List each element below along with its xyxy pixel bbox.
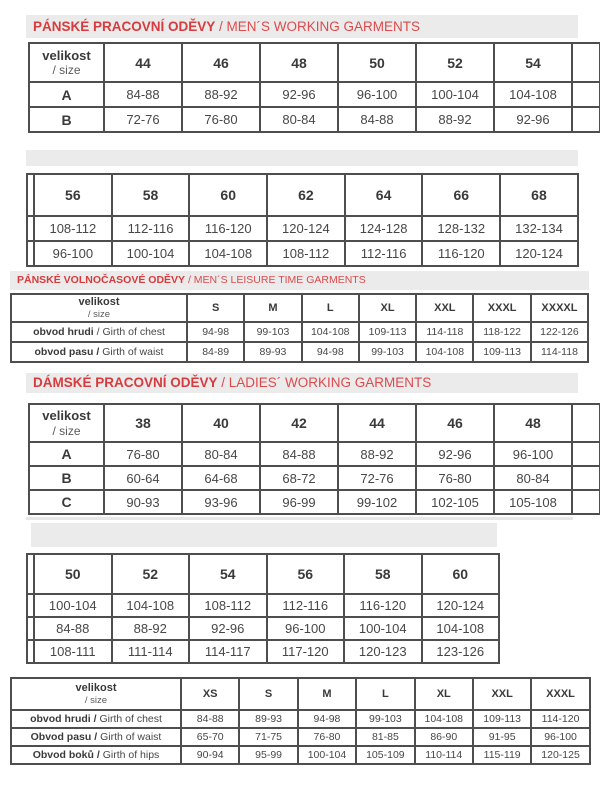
size-col-header: 62 — [267, 174, 345, 216]
section-title-rest: / MEN´S WORKING GARMENTS — [215, 19, 421, 34]
size-col-header: 56 — [34, 174, 112, 216]
size-col-header: 58 — [344, 554, 422, 594]
size-col-header: 58 — [112, 174, 190, 216]
size-col-header: 46 — [182, 43, 260, 82]
section-title-bold: PÁNSKÉ PRACOVNÍ ODĚVY — [33, 19, 216, 34]
corner-velikost-size: velikost / size — [29, 43, 104, 82]
size-col-header: XS — [181, 678, 239, 710]
size-value: 120-124 — [267, 216, 345, 241]
size-value: 114-117 — [189, 640, 267, 663]
cut-column — [572, 442, 600, 466]
size-col-header: 60 — [189, 174, 267, 216]
table-row — [29, 82, 600, 107]
size-value: 114-118 — [531, 342, 588, 362]
size-col-header: 50 — [34, 554, 112, 594]
size-col-header: 64 — [345, 174, 423, 216]
section-title-bold: DÁMSKÉ PRACOVNÍ ODĚVY — [33, 375, 218, 390]
row-label-girth-of-chest: obvod hrudi / Girth of chest — [11, 710, 181, 728]
size-value: 71-75 — [239, 728, 297, 746]
size-value: 84-88 — [104, 82, 182, 107]
size-value: 123-126 — [422, 640, 500, 663]
size-value: 108-112 — [267, 241, 345, 266]
size-value: 104-108 — [416, 342, 473, 362]
size-value: 92-96 — [260, 82, 338, 107]
size-value: 81-85 — [356, 728, 414, 746]
size-value: 84-88 — [34, 617, 112, 640]
size-value: 76-80 — [416, 466, 494, 490]
corner-velikost-size: velikost / size — [11, 678, 181, 710]
size-value: 72-76 — [104, 107, 182, 132]
mens-leisure-table — [10, 293, 589, 363]
size-value: 104-108 — [422, 617, 500, 640]
size-value: 65-70 — [181, 728, 239, 746]
size-value: 76-80 — [104, 442, 182, 466]
size-value: 96-100 — [531, 728, 589, 746]
size-value: 84-88 — [338, 107, 416, 132]
ladies-girth-table — [10, 677, 591, 765]
section-title-bold: PÁNSKÉ VOLNOČASOVÉ ODĚVY — [17, 274, 186, 286]
size-value: 102-105 — [416, 490, 494, 514]
size-value: 80-84 — [260, 107, 338, 132]
cut-column — [572, 43, 600, 82]
size-value: 120-125 — [531, 746, 589, 764]
size-value: 80-84 — [494, 466, 572, 490]
size-value: 89-93 — [244, 342, 301, 362]
size-value: 80-84 — [182, 442, 260, 466]
size-value: 96-100 — [338, 82, 416, 107]
table-row — [29, 442, 600, 466]
size-value: 109-113 — [473, 342, 530, 362]
size-value: 99-102 — [338, 490, 416, 514]
size-col-header: XXL — [416, 294, 473, 322]
size-value: 112-116 — [345, 241, 423, 266]
size-value: 116-120 — [344, 594, 422, 617]
row-label-girth-of-waist: Obvod pasu / Girth of waist — [11, 728, 181, 746]
cut-column — [27, 594, 34, 617]
size-value: 111-114 — [112, 640, 190, 663]
size-col-header: XXXXL — [531, 294, 588, 322]
size-value: 104-108 — [112, 594, 190, 617]
size-col-header: L — [356, 678, 414, 710]
size-value: 89-93 — [239, 710, 297, 728]
mens-working-table-1 — [28, 42, 600, 133]
size-value: 93-96 — [182, 490, 260, 514]
size-value: 84-88 — [260, 442, 338, 466]
size-value: 94-98 — [298, 710, 356, 728]
size-col-header: XXL — [473, 678, 531, 710]
row-label-girth-of-waist: obvod pasu / Girth of waist — [11, 342, 187, 362]
size-value: 104-108 — [415, 710, 473, 728]
size-value: 99-103 — [359, 342, 416, 362]
table-row — [27, 241, 578, 266]
row-label-girth-of-hips: Obvod boků / Girth of hips — [11, 746, 181, 764]
size-col-header: 52 — [416, 43, 494, 82]
size-value: 100-104 — [298, 746, 356, 764]
size-value: 100-104 — [344, 617, 422, 640]
size-value: 104-108 — [189, 241, 267, 266]
size-col-header: 46 — [416, 404, 494, 442]
size-value: 114-120 — [531, 710, 589, 728]
size-value: 68-72 — [260, 466, 338, 490]
size-value: 109-113 — [359, 322, 416, 342]
section-title-rest: / MEN´S LEISURE TIME GARMENTS — [185, 274, 366, 286]
size-value: 94-98 — [187, 322, 244, 342]
size-value: 104-108 — [494, 82, 572, 107]
cut-column — [27, 554, 34, 594]
size-col-header: 48 — [494, 404, 572, 442]
size-col-header: XL — [415, 678, 473, 710]
size-value: 96-100 — [34, 241, 112, 266]
size-col-header: S — [187, 294, 244, 322]
size-value: 84-89 — [187, 342, 244, 362]
size-value: 112-116 — [267, 594, 345, 617]
table-row — [29, 466, 600, 490]
corner-velikost-size: velikost / size — [11, 294, 187, 322]
size-col-header: 40 — [182, 404, 260, 442]
size-value: 92-96 — [494, 107, 572, 132]
row-label: A — [29, 442, 104, 466]
size-value: 84-88 — [181, 710, 239, 728]
table-row — [11, 728, 590, 746]
size-value: 108-112 — [34, 216, 112, 241]
size-col-header: M — [298, 678, 356, 710]
size-value: 90-94 — [181, 746, 239, 764]
size-value: 100-104 — [34, 594, 112, 617]
size-value: 88-92 — [182, 82, 260, 107]
table-row — [27, 216, 578, 241]
size-value: 91-95 — [473, 728, 531, 746]
size-value: 108-111 — [34, 640, 112, 663]
size-value: 60-64 — [104, 466, 182, 490]
section-title-mens-leisure — [10, 271, 589, 290]
size-value: 132-134 — [500, 216, 578, 241]
table-row — [27, 640, 499, 663]
size-value: 110-114 — [415, 746, 473, 764]
size-col-header: 48 — [260, 43, 338, 82]
cut-column — [27, 174, 34, 216]
size-value: 109-113 — [473, 710, 531, 728]
size-col-header: M — [244, 294, 301, 322]
size-value: 116-120 — [422, 241, 500, 266]
cut-column — [27, 241, 34, 266]
size-col-header: XL — [359, 294, 416, 322]
table-row — [11, 710, 590, 728]
size-value: 88-92 — [416, 107, 494, 132]
size-col-header: 38 — [104, 404, 182, 442]
section-title-mens-working — [26, 15, 578, 38]
row-label-girth-of-chest: obvod hrudi / Girth of chest — [11, 322, 187, 342]
ladies-working-table-1 — [28, 403, 600, 515]
size-value: 64-68 — [182, 466, 260, 490]
size-value: 115-119 — [473, 746, 531, 764]
size-col-header: 50 — [338, 43, 416, 82]
size-col-header: 66 — [422, 174, 500, 216]
cut-column — [27, 617, 34, 640]
size-col-header: 44 — [104, 43, 182, 82]
size-value: 120-124 — [500, 241, 578, 266]
size-value: 96-100 — [494, 442, 572, 466]
size-col-header: 52 — [112, 554, 190, 594]
size-value: 94-98 — [302, 342, 359, 362]
cut-column — [572, 404, 600, 442]
row-label: C — [29, 490, 104, 514]
size-value: 118-122 — [473, 322, 530, 342]
size-col-header: S — [239, 678, 297, 710]
section-divider-band — [31, 523, 497, 547]
size-col-header: 42 — [260, 404, 338, 442]
size-value: 76-80 — [298, 728, 356, 746]
size-value: 92-96 — [189, 617, 267, 640]
table-row — [27, 594, 499, 617]
size-value: 105-109 — [356, 746, 414, 764]
table-row — [11, 322, 588, 342]
size-value: 99-103 — [356, 710, 414, 728]
size-value: 90-93 — [104, 490, 182, 514]
cut-column — [27, 216, 34, 241]
section-title-ladies-working — [26, 373, 578, 393]
size-col-header: XXXL — [473, 294, 530, 322]
size-value: 72-76 — [338, 466, 416, 490]
size-value: 120-124 — [422, 594, 500, 617]
size-value: 100-104 — [416, 82, 494, 107]
size-value: 95-99 — [239, 746, 297, 764]
section-divider-line — [26, 517, 573, 520]
size-value: 108-112 — [189, 594, 267, 617]
size-value: 124-128 — [345, 216, 423, 241]
cut-column — [572, 490, 600, 514]
cut-column — [572, 82, 600, 107]
size-col-header: L — [302, 294, 359, 322]
size-value: 116-120 — [189, 216, 267, 241]
size-value: 128-132 — [422, 216, 500, 241]
size-col-header: 56 — [267, 554, 345, 594]
size-col-header: 60 — [422, 554, 500, 594]
size-value: 99-103 — [244, 322, 301, 342]
size-col-header: 54 — [189, 554, 267, 594]
size-value: 88-92 — [338, 442, 416, 466]
size-value: 117-120 — [267, 640, 345, 663]
section-divider-band — [26, 150, 578, 166]
size-value: 120-123 — [344, 640, 422, 663]
cut-column — [27, 640, 34, 663]
size-value: 92-96 — [416, 442, 494, 466]
mens-working-table-2 — [26, 173, 579, 267]
size-value: 88-92 — [112, 617, 190, 640]
size-col-header: 44 — [338, 404, 416, 442]
ladies-working-table-2 — [26, 553, 500, 664]
size-col-header: 68 — [500, 174, 578, 216]
size-value: 76-80 — [182, 107, 260, 132]
table-row — [11, 746, 590, 764]
size-value: 100-104 — [112, 241, 190, 266]
size-value: 86-90 — [415, 728, 473, 746]
row-label: B — [29, 107, 104, 132]
size-value: 104-108 — [302, 322, 359, 342]
table-row — [29, 490, 600, 514]
size-value: 112-116 — [112, 216, 190, 241]
size-value: 122-126 — [531, 322, 588, 342]
table-row — [29, 107, 600, 132]
size-col-header: 54 — [494, 43, 572, 82]
row-label: A — [29, 82, 104, 107]
corner-velikost-size: velikost / size — [29, 404, 104, 442]
size-value: 114-118 — [416, 322, 473, 342]
size-col-header: XXXL — [531, 678, 589, 710]
table-row — [11, 342, 588, 362]
cut-column — [572, 466, 600, 490]
cut-column — [572, 107, 600, 132]
size-value: 96-99 — [260, 490, 338, 514]
size-value: 105-108 — [494, 490, 572, 514]
section-title-rest: / LADIES´ WORKING GARMENTS — [217, 375, 432, 390]
table-row — [27, 617, 499, 640]
size-value: 96-100 — [267, 617, 345, 640]
row-label: B — [29, 466, 104, 490]
